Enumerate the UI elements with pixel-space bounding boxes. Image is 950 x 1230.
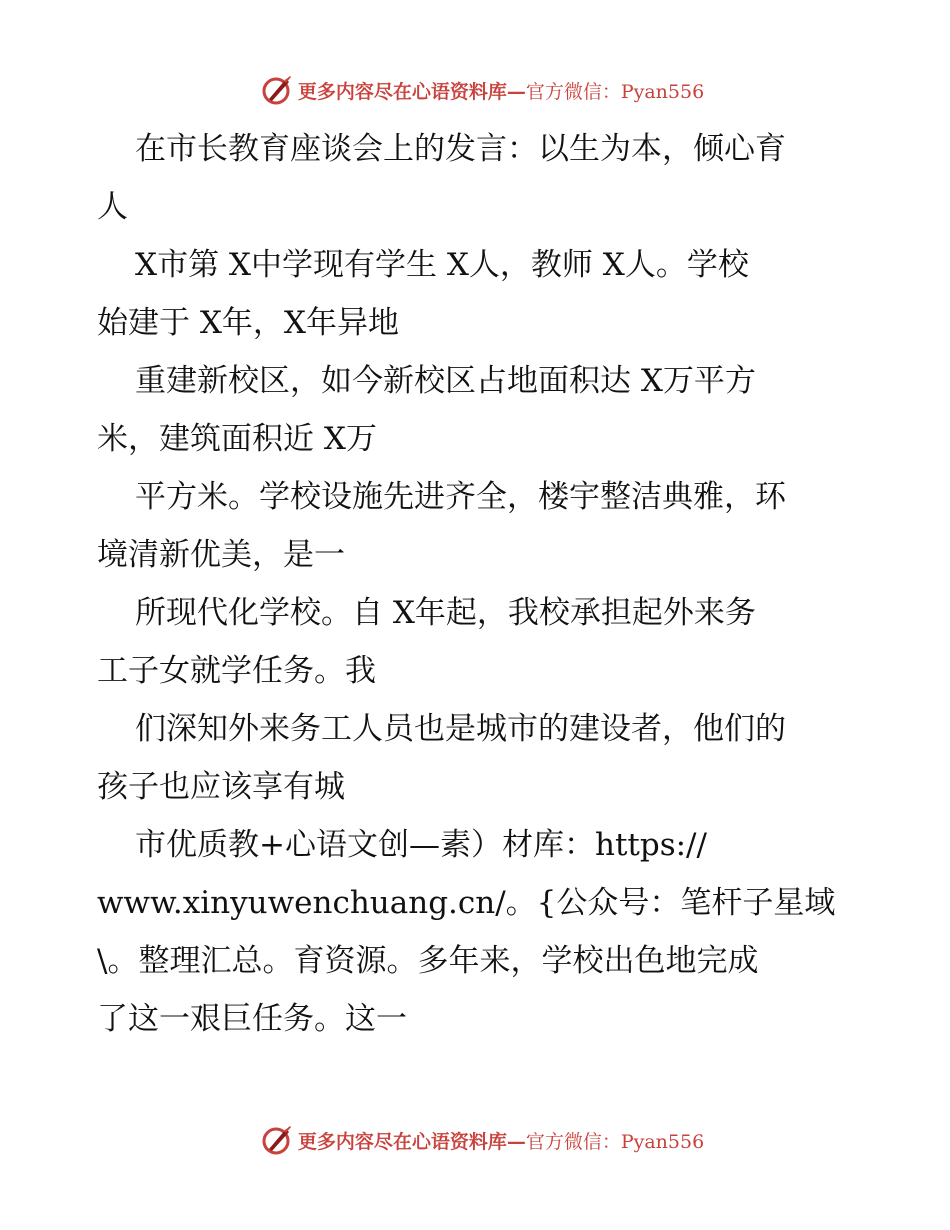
header-banner bbox=[0, 70, 950, 110]
header-banner-inner bbox=[260, 73, 704, 107]
paragraph-line: www.xinyuwenchuang.cn/。{公众号：笔杆子星域 bbox=[97, 885, 836, 921]
paragraph bbox=[97, 120, 857, 236]
paragraph-line: 平方米。学校设施先进齐全，楼宇整洁典雅，环 bbox=[135, 479, 786, 515]
paragraph-line: 了这一艰巨任务。这一 bbox=[97, 1001, 407, 1037]
paragraph-line: X市第 X中学现有学生 X人，教师 X人。学校 bbox=[135, 247, 749, 283]
header-banner-title: 更多内容尽在心语资料库— bbox=[297, 80, 526, 103]
footer-banner bbox=[0, 1120, 950, 1160]
paragraph-line: 人 bbox=[97, 189, 128, 225]
paragraph-line: 孩子也应该享有城 bbox=[97, 769, 345, 805]
paragraph-line: 们深知外来务工人员也是城市的建设者，他们的 bbox=[135, 711, 786, 747]
paragraph bbox=[97, 352, 857, 468]
paragraph-line: 始建于 X年，X年异地 bbox=[97, 305, 399, 341]
paragraph-line: 工子女就学任务。我 bbox=[97, 653, 376, 689]
paragraph bbox=[97, 700, 857, 816]
paragraph bbox=[97, 816, 857, 1048]
footer-banner-title: 更多内容尽在心语资料库— bbox=[297, 1130, 526, 1153]
footer-banner-inner bbox=[260, 1123, 704, 1157]
header-banner-wechat: 官方微信：Pyan556 bbox=[525, 80, 705, 103]
paragraph bbox=[97, 584, 857, 700]
paragraph bbox=[97, 468, 857, 584]
quill-logo-icon bbox=[260, 73, 294, 107]
paragraph bbox=[97, 236, 857, 352]
header-banner-text bbox=[298, 77, 704, 104]
paragraph-line: 在市长教育座谈会上的发言：以生为本，倾心育 bbox=[135, 131, 786, 167]
footer-banner-wechat: 官方微信：Pyan556 bbox=[525, 1130, 705, 1153]
footer-banner-text bbox=[298, 1127, 704, 1154]
quill-logo-icon bbox=[260, 1123, 294, 1157]
document-body bbox=[97, 120, 857, 1048]
paragraph-line: 重建新校区，如今新校区占地面积达 X万平方 bbox=[135, 363, 756, 399]
paragraph-line: \。整理汇总。育资源。多年来，学校出色地完成 bbox=[97, 943, 759, 979]
paragraph-line: 市优质教+心语文创—素）材库：https:// bbox=[135, 827, 707, 863]
paragraph-line: 境清新优美，是一 bbox=[97, 537, 345, 573]
paragraph-line: 米，建筑面积近 X万 bbox=[97, 421, 377, 457]
paragraph-line: 所现代化学校。自 X年起，我校承担起外来务 bbox=[135, 595, 756, 631]
